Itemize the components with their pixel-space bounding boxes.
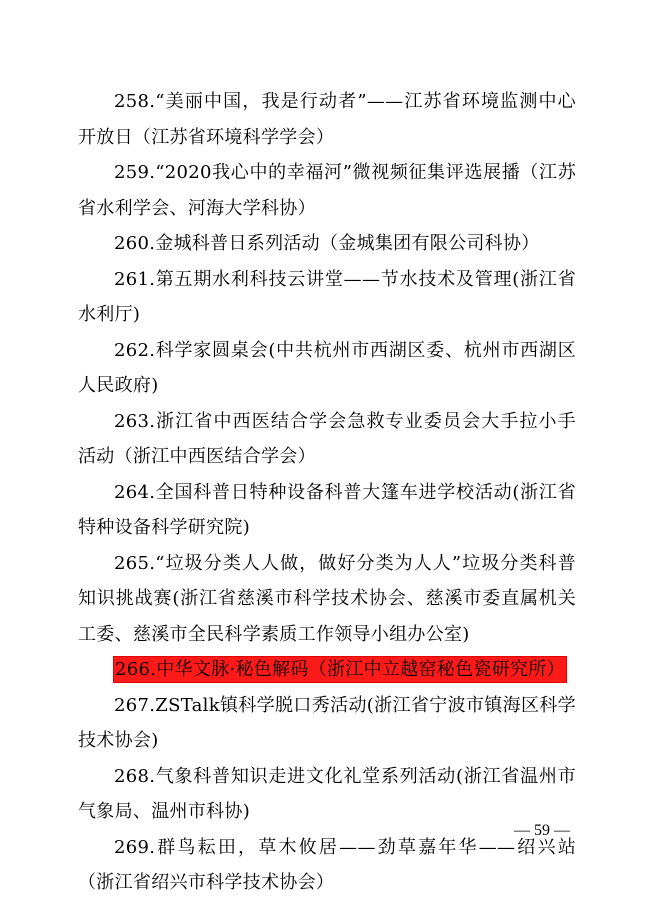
entry-text: 269.群鸟耘田，草木攸居——劲草嘉年华——绍兴站（浙江省绍兴市科学技术协会） — [78, 836, 576, 893]
entry-text: 267.ZSTalk镇科学脱口秀活动(浙江省宁波市镇海区科学技术协会) — [78, 694, 576, 751]
highlighted-list-item — [78, 652, 576, 688]
list-item — [78, 475, 576, 546]
list-item — [78, 226, 576, 262]
list-item — [78, 84, 576, 155]
list-item — [78, 688, 576, 759]
list-item — [78, 546, 576, 653]
entry-text: 258.“美丽中国，我是行动者”——江苏省环境监测中心开放日（江苏省环境科学学会） — [78, 91, 576, 148]
entry-text: 268.气象科普知识走进文化礼堂系列活动(浙江省温州市气象局、温州市科协) — [78, 765, 576, 822]
entry-text: 260.金城科普日系列活动（金城集团有限公司科协） — [114, 233, 540, 254]
list-item — [78, 262, 576, 333]
entry-text: 263.浙江省中西医结合学会急救专业委员会大手拉小手活动（浙江中西医结合学会） — [78, 410, 576, 467]
page-number: — 59 — — [514, 822, 570, 839]
list-item — [78, 830, 576, 901]
list-item — [78, 155, 576, 226]
entry-text: 264.全国科普日特种设备科普大篷车进学校活动(浙江省特种设备科学研究院) — [78, 481, 576, 538]
entry-text: 259.“2020我心中的幸福河”微视频征集评选展播（江苏省水利学会、河海大学科协） — [78, 162, 576, 219]
event-list — [78, 84, 576, 901]
entry-text: 262.科学家圆桌会(中共杭州市西湖区委、杭州市西湖区人民政府) — [78, 339, 576, 396]
list-item — [78, 333, 576, 404]
entry-text: 265.“垃圾分类人人做，做好分类为人人”垃圾分类科普知识挑战赛(浙江省慈溪市科学技术协会、慈溪市委直属机关工委、慈溪市全民科学素质工作领导小组办公室) — [78, 552, 576, 645]
list-item — [78, 404, 576, 475]
entry-text: 266.中华文脉·秘色解码（浙江中立越窑秘色瓷研究所） — [115, 659, 565, 680]
entry-text: 261.第五期水利科技云讲堂——节水技术及管理(浙江省水利厅) — [78, 268, 576, 325]
list-item — [78, 759, 576, 830]
